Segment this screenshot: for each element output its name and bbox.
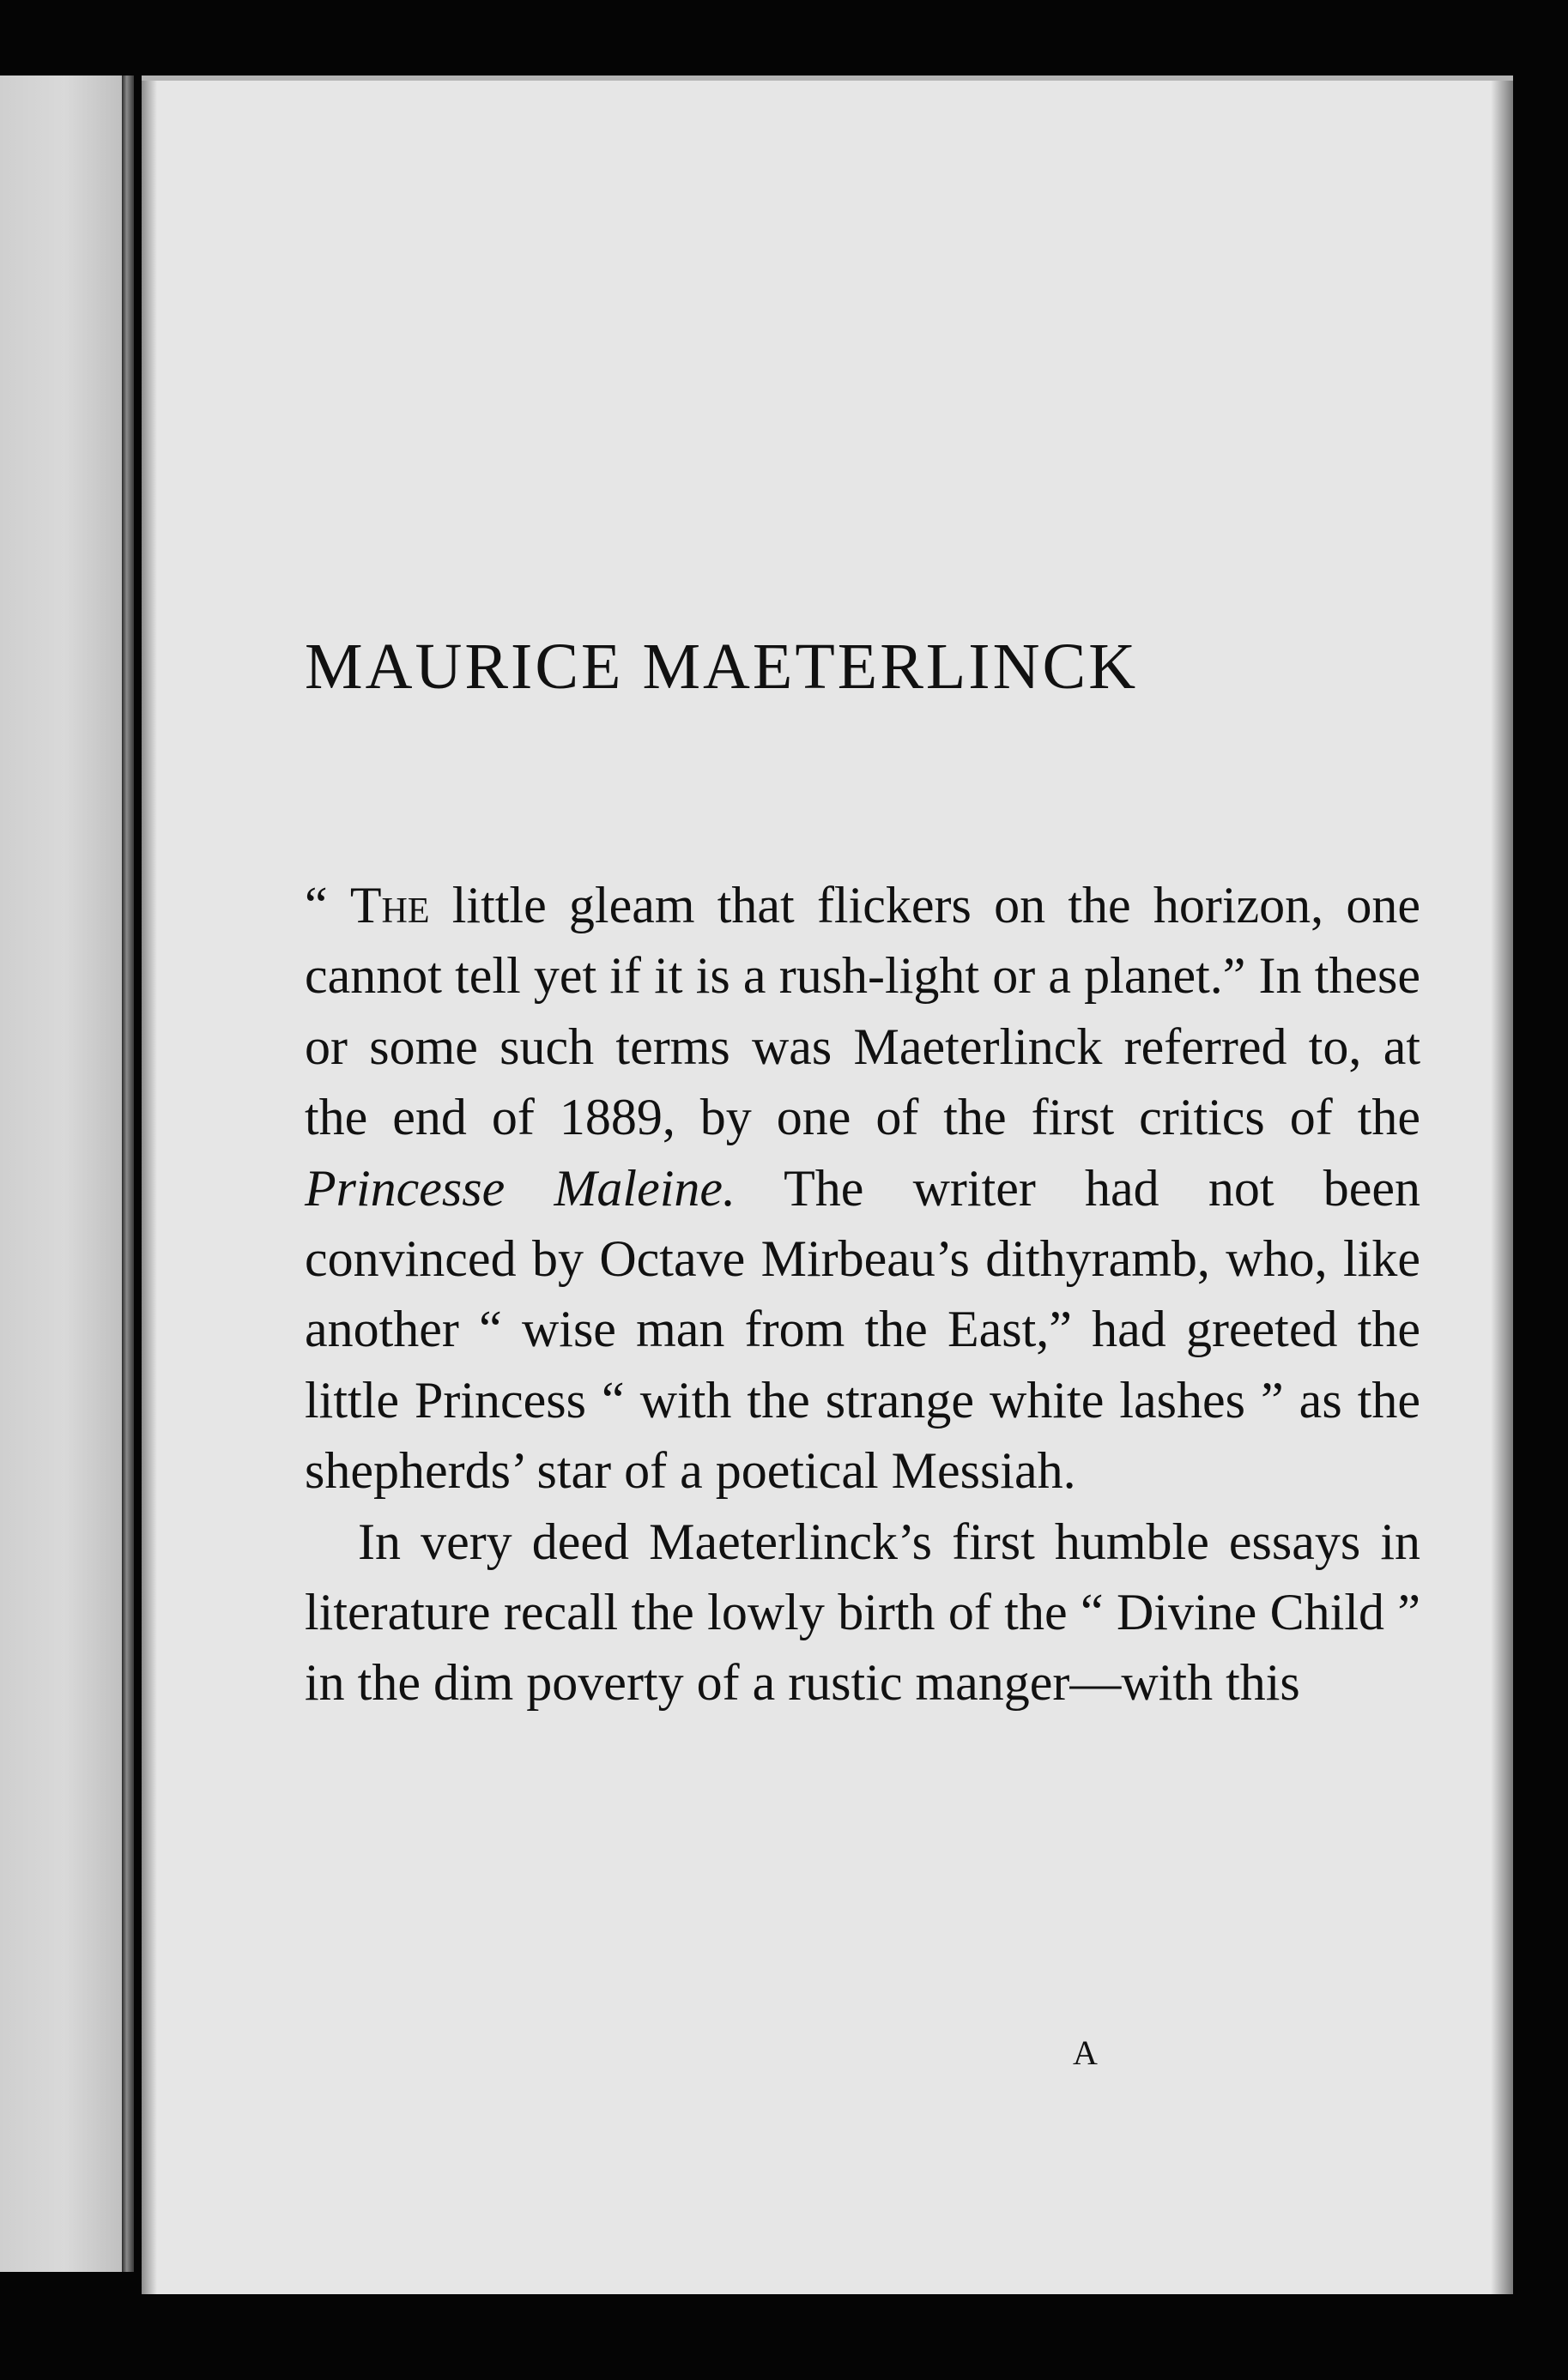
paragraph-1-text-a: little gleam that flickers on the horizon, one cannot tell yet if it is a rush-light or a planet.” In these or some such terms was Maeterlinck referred to, at the end of 1889, by one of the first critics of the [305,877,1420,1146]
open-quote: “ [305,877,350,933]
book-page [142,76,1513,2294]
body-text [305,870,1420,1719]
paragraph-2: In very deed Maeterlinck’s first humble essays in literature recall the lowly birth of the “ Divine Child ” in the dim poverty of a rustic manger—with this [305,1513,1420,1712]
paragraph-1-text-b: The writer had not been convinced by Octave Mirbeau’s dithyramb, who, like another “ wise man from the East,” had greeted the little Princess “ with the strange white lashes ” as the shepherds’ star of a poetical Messiah. [305,1159,1420,1500]
drop-word: The [349,877,430,933]
adjacent-page-edge [0,76,129,2272]
signature-mark: A [1073,2033,1098,2072]
paragraph-1 [305,870,1420,1507]
italic-work-title: Princesse Maleine. [305,1159,736,1217]
chapter-title: MAURICE MAETERLINCK [305,631,1139,703]
